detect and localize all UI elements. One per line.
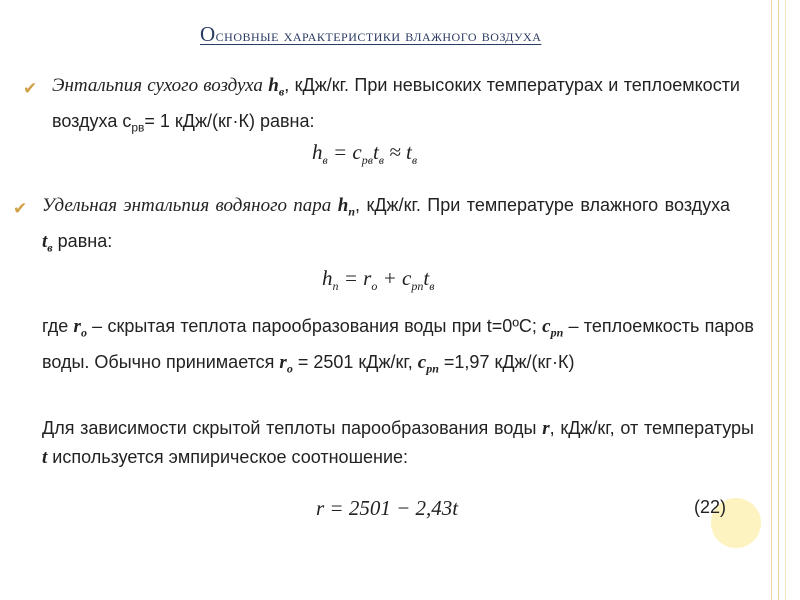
text: влажного воздуха [580, 195, 730, 215]
f-part: рп [411, 279, 424, 294]
checkmark-icon: ✔ [13, 199, 28, 219]
f-part: + c [377, 266, 412, 290]
var-c-sub: рп [550, 325, 564, 340]
formula-dry-air-enthalpy [312, 140, 417, 168]
paragraph-where [42, 312, 754, 383]
text: используется эмпирическое соотношение: [47, 447, 409, 467]
term-dry-air-enthalpy: Энтальпия сухого воздуха [52, 75, 263, 96]
var-t: t [42, 230, 48, 252]
subscript: рв [131, 120, 145, 135]
text: Для зависимости скрытой теплоты парообразования воды [42, 418, 537, 438]
text: теплоемкости воздуха с [52, 75, 740, 131]
text: – скрытая теплота парообразования воды при t=0ºC; [86, 316, 537, 336]
f-part: h [312, 140, 323, 164]
f-part: = c [327, 140, 362, 164]
text: = 1 кДж/(кг·К) равна: [144, 110, 315, 131]
f-part: о [371, 279, 378, 294]
frame-line [785, 0, 786, 600]
var-r-sub: о [80, 325, 87, 340]
var-h-sub: п [348, 204, 355, 219]
var-r: r [279, 351, 287, 373]
var-h-sub: в [278, 84, 285, 99]
f-part: в [322, 153, 328, 168]
f-part: t [423, 266, 430, 290]
f-part: в [411, 153, 418, 168]
title-text: сновные характеристики влажного воздуха [215, 26, 542, 45]
paragraph-dry-air-enthalpy [52, 71, 740, 142]
var-h: h [337, 195, 349, 216]
frame-line [778, 0, 779, 600]
text: равна: [57, 230, 113, 251]
text: , кДж/кг. При невысоких температурах и [284, 75, 619, 95]
equation-number: (22) [694, 497, 727, 517]
f-part: в [429, 279, 435, 294]
var-t: t [42, 447, 48, 468]
formula-latent-heat: r = 2501 − 2,43t [316, 496, 459, 520]
f-part: t [372, 140, 379, 164]
f-part: рв [361, 153, 373, 168]
checkmark-icon: ✔ [23, 79, 38, 99]
text: , кДж/кг. При температуре [355, 195, 574, 215]
f-part: h [322, 266, 333, 290]
text: – теплоемкость паров воды. Обычно принимается [42, 316, 754, 372]
var-c: c [542, 316, 551, 337]
paragraph-dependency [42, 414, 754, 472]
var-r: r [542, 418, 550, 439]
var-c: c [417, 351, 427, 373]
paragraph-vapor-enthalpy [42, 191, 730, 262]
f-part: = r [338, 266, 372, 290]
f-part: п [332, 279, 339, 294]
var-h: h [268, 75, 279, 96]
f-part: в [378, 153, 384, 168]
text: = 2501 кДж/кг, [292, 351, 413, 372]
term-vapor-enthalpy: Удельная энтальпия водяного пара [42, 195, 332, 216]
text: =1,97 кДж/(кг·К) [443, 351, 575, 372]
f-part: ≈ t [384, 140, 412, 164]
var-r-sub: о [286, 361, 293, 376]
text: где [42, 316, 69, 336]
var-t-sub: в [47, 240, 53, 255]
var-r: r [73, 316, 81, 337]
var-c-sub: рп [426, 361, 439, 376]
page-title [200, 22, 640, 47]
text: , кДж/кг, от температуры [549, 418, 754, 438]
formula-vapor-enthalpy [322, 266, 434, 294]
title-first-letter: О [200, 22, 216, 46]
frame-line [771, 0, 772, 600]
